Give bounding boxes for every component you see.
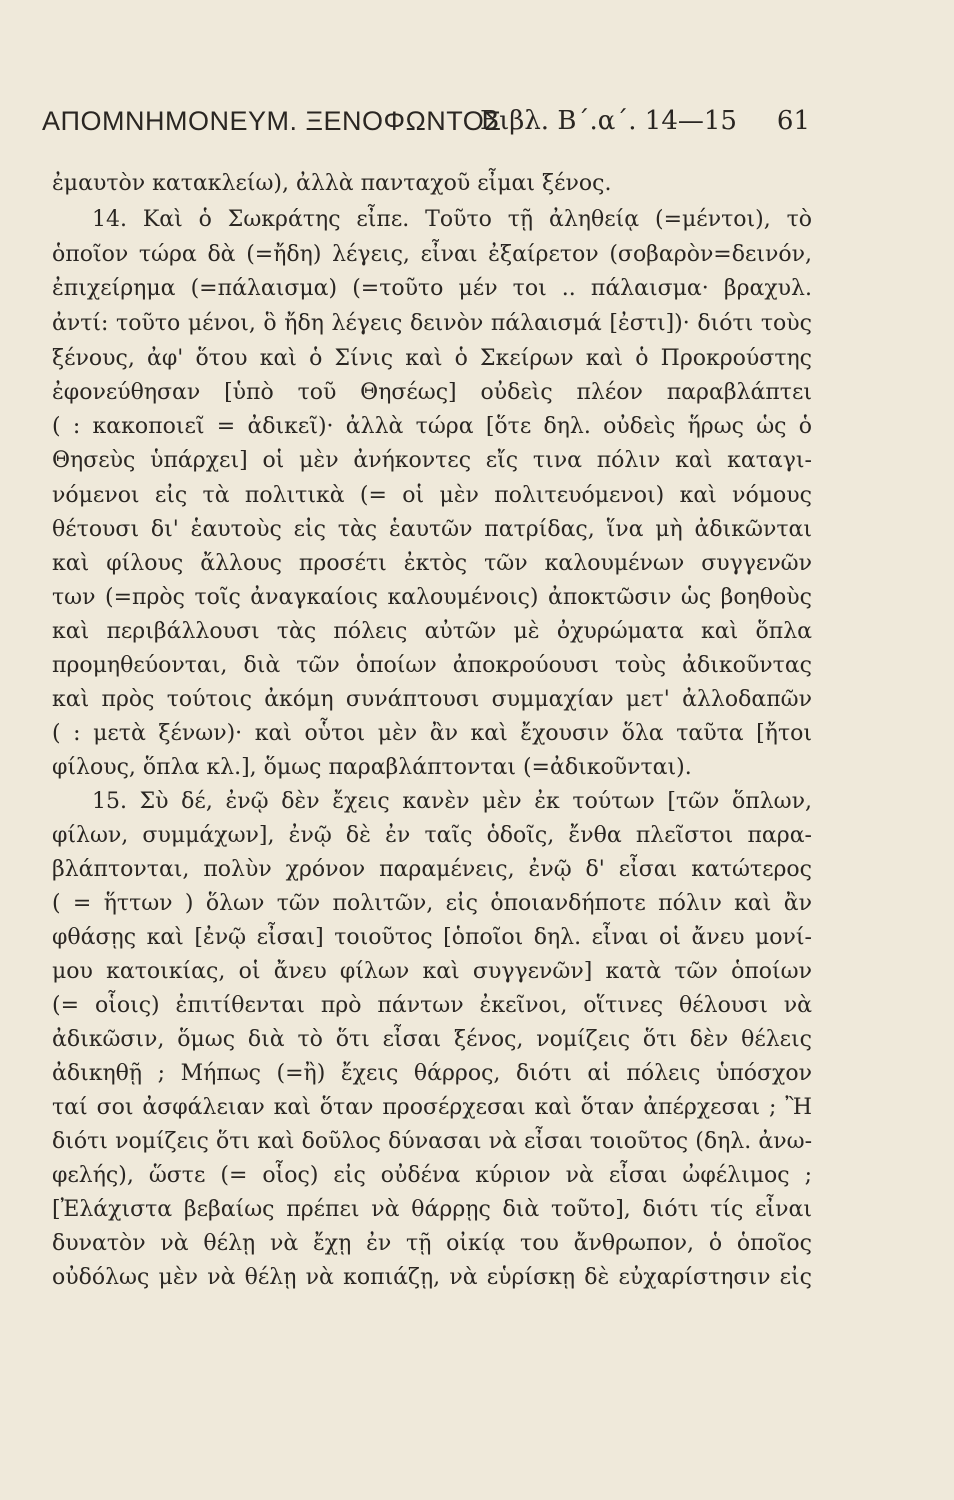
- text-line: ( = ἥττων ) ὅλων τῶν πολιτῶν, εἰς ὁποιανδήποτε πόλιν καὶ ἂν: [52, 891, 812, 916]
- text-line: φθάσῃς καὶ [ἐνῷ εἶσαι] τοιοῦτος [ὁποῖοι δηλ. εἶναι οἱ ἄνευ μονί-: [52, 925, 812, 950]
- text-line: Θησεὺς ὑπάρχει] οἱ μὲν ἀνήκοντες εἴς τινα πόλιν καὶ καταγι-: [52, 448, 812, 473]
- text-line: μου κατοικίας, οἱ ἄνευ φίλων καὶ συγγενῶν] κατὰ τῶν ὁποίων: [52, 959, 812, 984]
- header-title: ΑΠΟΜΝΗΜΟΝΕΥΜ. ΞΕΝΟΦΩΝΤΟΣ: [42, 106, 502, 136]
- text-line: νόμενοι εἰς τὰ πολιτικὰ (= οἱ μὲν πολιτευόμενοι) καὶ νόμους: [52, 483, 812, 508]
- text-line: ἀδικηθῇ ; Μήπως (=ἢ) ἔχεις θάρρος, διότι αἱ πόλεις ὑπόσχον: [52, 1061, 812, 1086]
- text-line: ξένους, ἀφ' ὅτου καὶ ὁ Σίνις καὶ ὁ Σκείρων καὶ ὁ Προκρούστης: [52, 346, 812, 371]
- text-line: ἐφονεύθησαν [ὑπὸ τοῦ Θησέως] οὐδεὶς πλέον παραβλάπτει: [52, 380, 812, 405]
- text-line: 14. Καὶ ὁ Σωκράτης εἶπε. Τοῦτο τῇ ἀληθείᾳ (=μέντοι), τὸ: [92, 207, 812, 232]
- text-line: ( : κακοποιεῖ = ἀδικεῖ)· ἀλλὰ τώρα [ὅτε δηλ. οὐδεὶς ἥρως ὡς ὁ: [52, 414, 812, 439]
- text-line: ἐμαυτὸν κατακλείω), ἀλλὰ πανταχοῦ εἶμαι ξένος.: [52, 171, 612, 196]
- page-number: 61: [776, 106, 810, 136]
- text-line: θέτουσι δι' ἑαυτοὺς εἰς τὰς ἑαυτῶν πατρίδας, ἵνα μὴ ἀδικῶνται: [52, 517, 812, 542]
- text-line: φίλους, ὅπλα κλ.], ὅμως παραβλάπτονται (=ἀδικοῦνται).: [52, 755, 692, 780]
- text-line: ( : μετὰ ξένων)· καὶ οὗτοι μὲν ἂν καὶ ἔχουσιν ὅλα ταῦτα [ἤτοι: [52, 721, 812, 746]
- text-line: ὁποῖον τώρα δὰ (=ἤδη) λέγεις, εἶναι ἐξαίρετον (σοβαρὸν=δεινόν,: [52, 242, 812, 267]
- text-line: καὶ φίλους ἄλλους προσέτι ἐκτὸς τῶν καλουμένων συγγενῶν: [52, 551, 812, 576]
- text-line: καὶ πρὸς τούτοις ἀκόμη συνάπτουσι συμμαχίαν μετ' ἀλλοδαπῶν: [52, 687, 812, 712]
- text-line: φελής), ὥστε (= οἷος) εἰς οὐδένα κύριον νὰ εἶσαι ὠφέλιμος ;: [52, 1163, 812, 1188]
- text-line: των (=πρὸς τοῖς ἀναγκαίοις καλουμένοις) ἀποκτῶσιν ὡς βοηθοὺς: [52, 585, 812, 610]
- running-header: [42, 106, 810, 146]
- text-line: ἐπιχείρημα (=πάλαισμα) (=τοῦτο μέν τοι .. πάλαισμα· βραχυλ.: [52, 276, 812, 301]
- header-book-reference: Βιβλ. Β΄.α΄. 14—15: [480, 106, 737, 136]
- text-line: διότι νομίζεις ὅτι καὶ δοῦλος δύνασαι νὰ εἶσαι τοιοῦτος (δηλ. ἀνω-: [52, 1129, 812, 1154]
- text-line: δυνατὸν νὰ θέλῃ νὰ ἔχῃ ἐν τῇ οἰκίᾳ του ἄνθρωπον, ὁ ὁποῖος: [52, 1231, 812, 1256]
- text-line: 15. Σὺ δέ, ἐνῷ δὲν ἔχεις κανὲν μὲν ἐκ τούτων [τῶν ὅπλων,: [92, 789, 812, 814]
- text-line: ἀντί: τοῦτο μένοι, ὃ ἤδη λέγεις δεινὸν πάλαισμά [ἐστι])· διότι τοὺς: [52, 311, 812, 336]
- text-line: οὐδόλως μὲν νὰ θέλῃ νὰ κοπιάζῃ, νὰ εὑρίσκῃ δὲ εὐχαρίστησιν εἰς: [52, 1265, 812, 1290]
- text-line: βλάπτονται, πολὺν χρόνον παραμένεις, ἐνῷ δ' εἶσαι κατώτερος: [52, 857, 812, 882]
- text-line: ἀδικῶσιν, ὅμως διὰ τὸ ὅτι εἶσαι ξένος, νομίζεις ὅτι δὲν θέλεις: [52, 1027, 812, 1052]
- text-line: προμηθεύονται, διὰ τῶν ὁποίων ἀποκρούουσι τοὺς ἀδικοῦντας: [52, 653, 812, 678]
- text-line: [Ἐλάχιστα βεβαίως πρέπει νὰ θάρρῃς διὰ τοῦτο], διότι τίς εἶναι: [52, 1197, 812, 1222]
- text-line: καὶ περιβάλλουσι τὰς πόλεις αὐτῶν μὲ ὀχυρώματα καὶ ὅπλα: [52, 619, 812, 644]
- text-line: ταί σοι ἀσφάλειαν καὶ ὅταν προσέρχεσαι καὶ ὅταν ἀπέρχεσαι ; Ἢ: [52, 1095, 812, 1120]
- text-line: φίλων, συμμάχων], ἐνῷ δὲ ἐν ταῖς ὁδοῖς, ἔνθα πλεῖστοι παρα-: [52, 823, 812, 848]
- text-line: (= οἷοις) ἐπιτίθενται πρὸ πάντων ἐκεῖνοι, οἵτινες θέλουσι νὰ: [52, 993, 812, 1018]
